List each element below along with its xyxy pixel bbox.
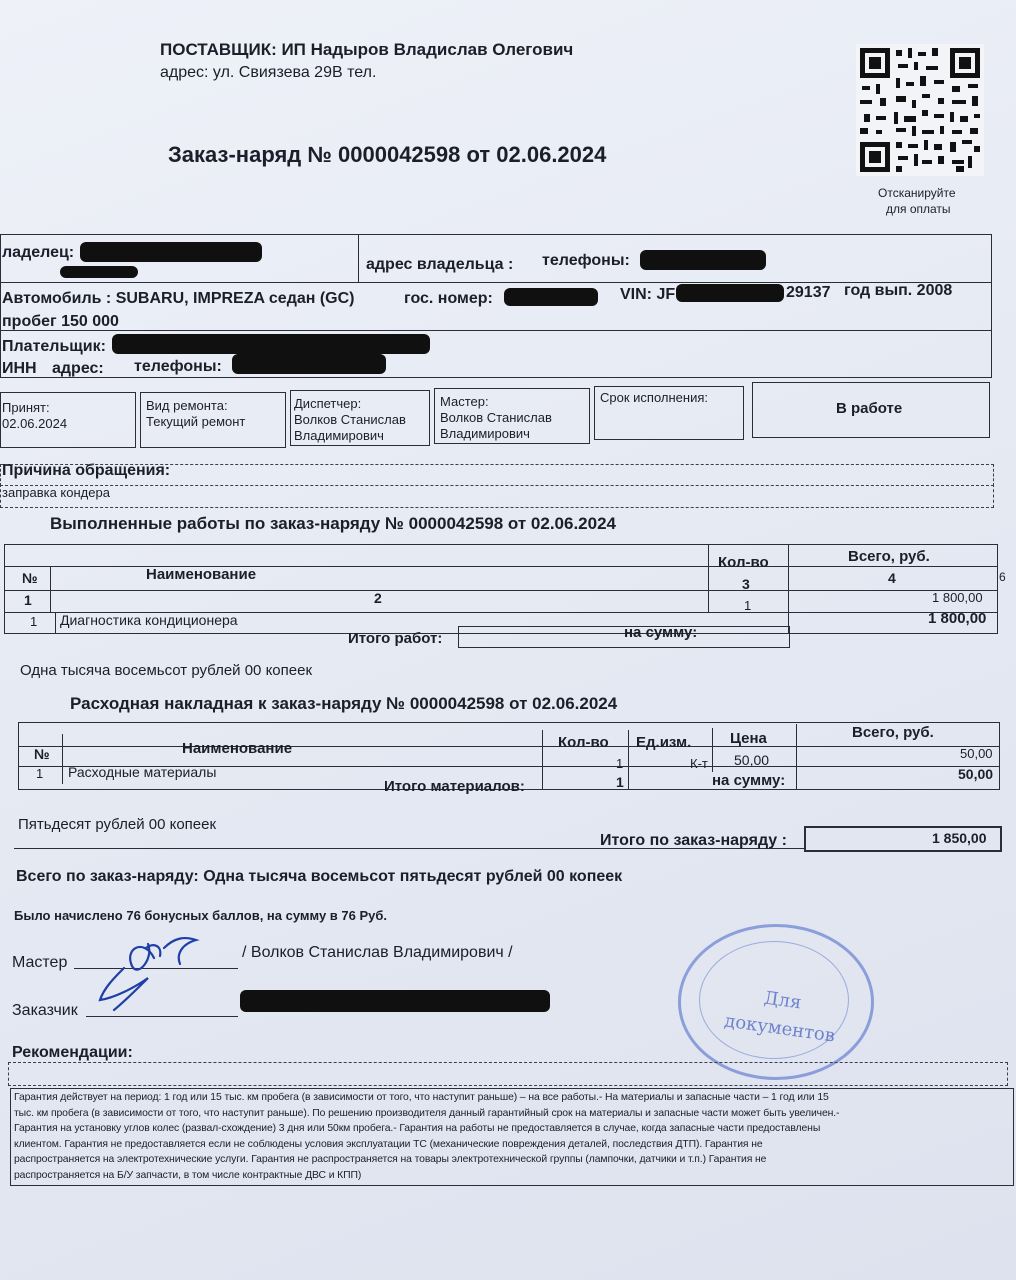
accepted-label: Принят:	[2, 400, 50, 415]
inn-label: ИНН	[2, 360, 37, 377]
works-sum-words: Одна тысяча восемьсот рублей 00 копеек	[20, 662, 313, 679]
reason-label: Причина обращения:	[2, 462, 171, 479]
qr-caption-2: для оплаты	[886, 202, 951, 216]
payer-phones-label: телефоны:	[134, 358, 222, 375]
works-index-2: 2	[374, 590, 382, 606]
redaction-owner-phone	[640, 250, 766, 270]
materials-row-total: 50,00	[960, 746, 993, 761]
recommendations-frame	[8, 1062, 1008, 1086]
materials-row-unit: К-т	[690, 756, 708, 771]
materials-row-price: 50,00	[734, 752, 770, 768]
qr-caption-1: Отсканируйте	[878, 186, 956, 200]
works-heading: Выполненные работы по заказ-наряду № 0000042598 от 02.06.2024	[50, 514, 616, 533]
repair-type-value: Текущий ремонт	[146, 414, 246, 429]
works-col-num: №	[22, 570, 38, 586]
master-signature-icon	[84, 918, 234, 1018]
supplier-address: адрес: ул. Свиязева 29В тел.	[160, 64, 377, 81]
materials-sum-value: 50,00	[958, 766, 994, 782]
qr-code-icon	[856, 44, 984, 176]
materials-row-num: 1	[36, 766, 44, 781]
stamp-text-1: Для	[762, 987, 803, 1014]
grand-total-label: Итого по заказ-наряду :	[600, 832, 787, 849]
grand-total-words: Всего по заказ-наряду: Одна тысяча восемьсот пятьдесят рублей 00 копеек	[16, 868, 623, 885]
page-title: Заказ-наряд № 0000042598 от 02.06.2024	[168, 142, 607, 167]
redaction-payer-name	[112, 334, 430, 354]
payer-label: Плательщик:	[2, 338, 106, 355]
owner-address-label: адрес владельца :	[366, 256, 514, 273]
materials-col-name: Наименование	[182, 740, 293, 757]
works-col-qty: Кол-во	[718, 554, 769, 571]
works-sum-label: на сумму:	[624, 624, 698, 641]
works-index-1: 1	[24, 592, 32, 608]
works-sum-value: 1 800,00	[928, 610, 987, 627]
materials-heading: Расходная накладная к заказ-наряду № 0000042598 от 02.06.2024	[70, 694, 618, 713]
grand-total-value: 1 850,00	[932, 830, 987, 846]
works-index-4: 4	[888, 570, 896, 586]
materials-col-unit: Ед.изм.	[636, 734, 692, 751]
supplier-line: ПОСТАВЩИК: ИП Надыров Владислав Олегович	[160, 40, 574, 59]
master-value-2: Владимирович	[440, 426, 530, 441]
year-label: год вып. 2008	[844, 282, 953, 299]
master-signature-name: / Волков Станислав Владимирович /	[242, 944, 513, 961]
accepted-date: 02.06.2024	[2, 416, 68, 431]
master-label: Мастер:	[440, 394, 489, 409]
bonus-line: Было начислено 76 бонусных баллов, на сумму в 76 Руб.	[14, 908, 388, 923]
redaction-vin	[676, 284, 784, 302]
materials-col-total: Всего, руб.	[852, 724, 934, 741]
materials-col-num: №	[34, 746, 50, 762]
materials-sum-words: Пятьдесят рублей 00 копеек	[18, 816, 217, 833]
qr-code	[856, 44, 984, 176]
works-col-total: Всего, руб.	[848, 548, 930, 565]
works-row-name: Диагностика кондиционера	[60, 612, 238, 628]
materials-col-qty: Кол-во	[558, 734, 609, 751]
materials-row-name: Расходные материалы	[68, 764, 217, 780]
materials-sum-label: на сумму:	[712, 772, 786, 789]
vin-tail: 29137	[786, 284, 831, 301]
warranty-line-4: клиентом. Гарантия не предоставляется если не соблюдены условия эксплуатации ТС (механические повреждения деталей, последствия ДТП). Гарантия не	[14, 1138, 763, 1150]
payer-address-label: адрес:	[52, 360, 104, 377]
warranty-line-2: тыс. км пробега (в зависимости от того, что наступит раньше). По решению производителя данный гарантийный срок на материалы и запасные части может быть увеличен.-	[14, 1107, 840, 1119]
plate-label: гос. номер:	[404, 290, 493, 307]
owner-label: ладелец:	[2, 244, 75, 261]
customer-signature-label: Заказчик	[12, 1002, 78, 1019]
works-index-3: 3	[742, 576, 750, 592]
stamp-text-2: документов	[723, 1010, 837, 1047]
redaction-owner-name	[80, 242, 262, 262]
works-total-label: Итого работ:	[348, 630, 443, 647]
dispatcher-label: Диспетчер:	[294, 396, 362, 411]
redaction-customer-name	[240, 990, 550, 1012]
warranty-line-1: Гарантия действует на период: 1 год или 15 тыс. км пробега (в зависимости от того, что наступит раньше) – на все работы.- На материалы и запасные части – 1 год или 15	[14, 1092, 829, 1103]
redaction-payer-phone	[232, 354, 386, 374]
materials-total-label: Итого материалов:	[384, 778, 525, 795]
warranty-line-3: Гарантия на установку углов колес (развал-схождение) 3 дня или 50км пробега.- Гарантия на работы не предоставляется в случае, когда запасные части предоставлены	[14, 1123, 821, 1135]
recommendations-label: Рекомендации:	[12, 1044, 133, 1061]
materials-row-qty: 1	[616, 756, 624, 771]
status-badge: В работе	[836, 400, 903, 417]
reason-value: заправка кондера	[2, 485, 110, 500]
works-row-qty: 1	[744, 598, 752, 613]
redaction-plate	[504, 288, 598, 306]
works-row-total: 1 800,00	[932, 590, 983, 605]
vin-label: VIN: JF	[620, 286, 676, 303]
deadline-label: Срок исполнения:	[600, 390, 708, 405]
owner-phones-label: телефоны:	[542, 252, 630, 269]
master-value-1: Волков Станислав	[440, 410, 552, 425]
warranty-line-6: распространяется на Б/У запчасти, в том числе контрактные ДВС и КПП)	[14, 1169, 362, 1181]
works-index-6: 6	[999, 570, 1006, 584]
materials-col-price: Цена	[730, 730, 767, 747]
reason-frame	[0, 464, 994, 486]
materials-total-qty: 1	[616, 774, 624, 790]
works-col-name: Наименование	[146, 566, 257, 583]
dispatcher-value-2: Владимирович	[294, 428, 384, 443]
car-label: Автомобиль : SUBARU, IMPREZA седан (GC)	[2, 290, 355, 307]
redaction-owner-name-2	[60, 266, 138, 278]
mileage: пробег 150 000	[2, 313, 119, 330]
dispatcher-value-1: Волков Станислав	[294, 412, 406, 427]
works-row-num: 1	[30, 614, 38, 629]
reason-value-frame	[0, 484, 994, 508]
repair-type-label: Вид ремонта:	[146, 398, 228, 413]
warranty-text	[14, 1090, 1010, 1184]
master-signature-label: Мастер	[12, 954, 68, 971]
warranty-line-5: распространяется на электротехнические услуги. Гарантия не распространяется на товары электротехнической группы (лампочки, датчики и т.п.) Гарантия не	[14, 1154, 767, 1166]
